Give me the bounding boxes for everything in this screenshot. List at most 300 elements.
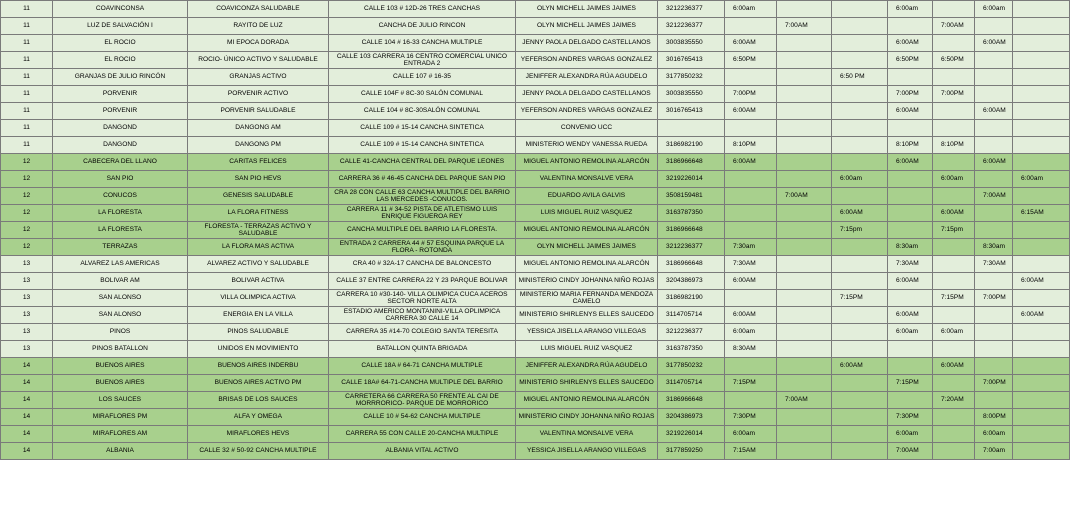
time-cell: 8:30am [888,239,933,256]
phone-cell: 3186982190 [658,290,725,307]
coach-cell: VALENTINA MONSALVE VERA [516,171,658,188]
phone-cell: 3016765413 [658,52,725,69]
address-cell: ALBANIA VITAL ACTIVO [329,443,516,460]
address-cell: ENTRADA 2 CARRERA 44 # 57 ESQUINA PARQUE LA FLORA - ROTONDA [329,239,516,256]
time-cell: 6:00AM [1013,273,1070,290]
table-row [1,392,1070,409]
comuna-cell: 11 [1,35,53,52]
barrio-cell: BOLIVAR AM [53,273,188,290]
time-cell: 6:00AM [975,35,1013,52]
time-cell: 6:00AM [888,35,933,52]
phone-cell: 3114705714 [658,375,725,392]
comuna-cell: 13 [1,324,53,341]
address-cell: CALLE 18A # 64-71 CANCHA MULTIPLE [329,358,516,375]
time-cell [975,392,1013,409]
time-cell [933,35,975,52]
phone-cell: 3114705714 [658,307,725,324]
time-cell [777,1,832,18]
time-cell [933,154,975,171]
comuna-cell: 13 [1,273,53,290]
time-cell: 6:00AM [832,205,888,222]
time-cell [725,205,777,222]
time-cell [888,290,933,307]
comuna-cell: 12 [1,239,53,256]
time-cell [777,120,832,137]
table-row [1,86,1070,103]
table-row [1,375,1070,392]
time-cell [777,171,832,188]
time-cell: 6:00AM [888,273,933,290]
group-name-cell: ALFA Y OMEGA [188,409,329,426]
time-cell [832,256,888,273]
group-name-cell: ENERGIA EN LA VILLA [188,307,329,324]
barrio-cell: ALBANIA [53,443,188,460]
address-cell: CALLE 104 # 8C-30SALÓN COMUNAL [329,103,516,120]
time-cell [975,120,1013,137]
address-cell: CRA 28 CON CALLE 63 CANCHA MULTIPLE DEL BARRIO LAS MERCEDES -CONUCOS. [329,188,516,205]
time-cell [725,188,777,205]
coach-cell: OLYN MICHELL JAIMES JAIMES [516,18,658,35]
time-cell [1013,324,1070,341]
time-cell: 7:00am [975,443,1013,460]
comuna-cell: 12 [1,171,53,188]
time-cell [777,205,832,222]
time-cell [1013,86,1070,103]
phone-cell: 3016765413 [658,103,725,120]
time-cell [832,324,888,341]
time-cell [933,375,975,392]
time-cell: 6:50PM [933,52,975,69]
time-cell [832,273,888,290]
group-name-cell: BUENOS AIRES INDERBU [188,358,329,375]
coach-cell: LUIS MIGUEL RUIZ VASQUEZ [516,205,658,222]
comuna-cell: 13 [1,341,53,358]
time-cell [888,120,933,137]
time-cell [888,18,933,35]
table-row [1,1,1070,18]
coach-cell: MINISTERIO SHIRLENYS ELLES SAUCEDO [516,375,658,392]
time-cell [832,392,888,409]
table-row [1,239,1070,256]
phone-cell: 3219226014 [658,426,725,443]
barrio-cell: DANGOND [53,120,188,137]
time-cell [888,392,933,409]
coach-cell: JENNY PAOLA DELGADO CASTELLANOS [516,35,658,52]
coach-cell: MIGUEL ANTONIO REMOLINA ALARCÓN [516,256,658,273]
barrio-cell: MIRAFLORES AM [53,426,188,443]
time-cell [832,18,888,35]
time-cell: 7:15PM [832,290,888,307]
phone-cell: 3508159481 [658,188,725,205]
time-cell [888,222,933,239]
time-cell [777,35,832,52]
address-cell: CALLE 37 ENTRE CARRERA 22 Y 23 PARQUE BOLIVAR [329,273,516,290]
time-cell: 7:15pm [933,222,975,239]
phone-cell: 3163787350 [658,341,725,358]
phone-cell: 3186966648 [658,392,725,409]
time-cell: 6:00AM [725,103,777,120]
group-name-cell: PINOS SALUDABLE [188,324,329,341]
time-cell: 7:30AM [725,256,777,273]
time-cell [975,52,1013,69]
time-cell: 8:10PM [725,137,777,154]
table-row [1,18,1070,35]
time-cell [777,426,832,443]
barrio-cell: SAN ALONSO [53,307,188,324]
barrio-cell: PINOS [53,324,188,341]
time-cell: 7:30PM [888,409,933,426]
time-cell [888,205,933,222]
time-cell [1013,222,1070,239]
phone-cell: 3212236377 [658,239,725,256]
time-cell [777,256,832,273]
time-cell [777,341,832,358]
time-cell [1013,52,1070,69]
time-cell [975,307,1013,324]
time-cell [832,426,888,443]
group-name-cell: RAYITO DE LUZ [188,18,329,35]
comuna-cell: 12 [1,154,53,171]
coach-cell: MINISTERIO CINDY JOHANNA NIÑO ROJAS [516,273,658,290]
time-cell: 6:50PM [725,52,777,69]
address-cell: CALLE 104F # 8C-30 SALÓN COMUNAL [329,86,516,103]
time-cell [1013,392,1070,409]
time-cell: 6:00AM [888,307,933,324]
barrio-cell: TERRAZAS [53,239,188,256]
barrio-cell: ALVAREZ LAS AMERICAS [53,256,188,273]
barrio-cell: GRANJAS DE JULIO RINCÓN [53,69,188,86]
phone-cell [658,120,725,137]
phone-cell: 3163787350 [658,205,725,222]
phone-cell: 3177850232 [658,69,725,86]
group-name-cell: VILLA OLIMPICA ACTIVA [188,290,329,307]
time-cell: 6:00am [888,324,933,341]
time-cell [777,307,832,324]
time-cell [832,239,888,256]
time-cell: 7:00AM [933,18,975,35]
phone-cell: 3204386973 [658,273,725,290]
time-cell [933,188,975,205]
address-cell: CALLE 103 # 12D-26 TRES CANCHAS [329,1,516,18]
time-cell [1013,426,1070,443]
time-cell: 7:00PM [933,86,975,103]
time-cell: 7:00AM [975,188,1013,205]
time-cell [832,120,888,137]
time-cell [933,239,975,256]
time-cell [832,35,888,52]
coach-cell: CONVENIO UCC [516,120,658,137]
time-cell [933,103,975,120]
coach-cell: JENNY PAOLA DELGADO CASTELLANOS [516,86,658,103]
coach-cell: YEFERSON ANDRES VARGAS GONZALEZ [516,52,658,69]
comuna-cell: 13 [1,290,53,307]
barrio-cell: BUENOS AIRES [53,375,188,392]
time-cell: 7:00PM [975,375,1013,392]
time-cell [832,409,888,426]
table-row [1,137,1070,154]
barrio-cell: LA FLORESTA [53,222,188,239]
address-cell: CALLE 109 # 15-14 CANCHA SINTETICA [329,137,516,154]
barrio-cell: COAVINCONSA [53,1,188,18]
time-cell [725,120,777,137]
time-cell [975,18,1013,35]
group-name-cell: FLORESTA - TERRAZAS ACTIVO Y SALUDABLE [188,222,329,239]
time-cell [777,86,832,103]
time-cell [975,137,1013,154]
time-cell [1013,103,1070,120]
coach-cell: MINISTERIO MARIA FERNANDA MENDOZA CAMELO [516,290,658,307]
time-cell [777,222,832,239]
time-cell [777,273,832,290]
address-cell: CARRERA 11 # 34-52 PISTA DE ATLETISMO LUIS ENRIQUE FIGUEROA REY [329,205,516,222]
time-cell [832,375,888,392]
time-cell [975,341,1013,358]
comuna-cell: 14 [1,426,53,443]
barrio-cell: LOS SAUCES [53,392,188,409]
time-cell [832,443,888,460]
group-name-cell: PORVENIR ACTIVO [188,86,329,103]
time-cell [1013,239,1070,256]
table-row [1,188,1070,205]
time-cell: 6:00AM [888,154,933,171]
table-row [1,52,1070,69]
phone-cell: 3186982190 [658,137,725,154]
time-cell [832,154,888,171]
time-cell: 6:00am [832,171,888,188]
barrio-cell: MIRAFLORES PM [53,409,188,426]
coach-cell: EDUARDO AVILA GALVIS [516,188,658,205]
time-cell [1013,154,1070,171]
time-cell [1013,256,1070,273]
coach-cell: OLYN MICHELL JAIMES JAIMES [516,1,658,18]
address-cell: ESTADIO AMERICO MONTANINI-VILLA OPLIMPICA CARRERA 30 CALLE 14 [329,307,516,324]
time-cell [975,205,1013,222]
address-cell: CRA 40 # 32A-17 CANCHA DE BALONCESTO [329,256,516,273]
time-cell [725,171,777,188]
time-cell [975,324,1013,341]
phone-cell: 3177850232 [658,358,725,375]
comuna-cell: 11 [1,120,53,137]
time-cell [933,307,975,324]
table-row [1,443,1070,460]
time-cell: 7:00PM [725,86,777,103]
barrio-cell: EL ROCIO [53,35,188,52]
time-cell [975,86,1013,103]
group-name-cell: LA FLORA MAS ACTIVA [188,239,329,256]
time-cell: 7:00AM [777,18,832,35]
comuna-cell: 14 [1,443,53,460]
comuna-cell: 14 [1,358,53,375]
time-cell [933,443,975,460]
time-cell [725,69,777,86]
time-cell [1013,341,1070,358]
comuna-cell: 11 [1,103,53,120]
time-cell: 8:30am [975,239,1013,256]
group-name-cell: BRISAS DE LOS SAUCES [188,392,329,409]
time-cell: 6:00am [1013,171,1070,188]
time-cell: 6:00AM [832,358,888,375]
comuna-cell: 12 [1,188,53,205]
address-cell: CANCHA MULTIPLE DEL BARRIO LA FLORESTA. [329,222,516,239]
coach-cell: VALENTINA MONSALVE VERA [516,426,658,443]
phone-cell: 3003835550 [658,86,725,103]
time-cell: 7:00PM [888,86,933,103]
table-row [1,358,1070,375]
group-name-cell: ALVAREZ ACTIVO Y SALUDABLE [188,256,329,273]
time-cell: 8:30AM [725,341,777,358]
time-cell: 8:10PM [888,137,933,154]
time-cell [1013,35,1070,52]
time-cell [1013,69,1070,86]
time-cell [1013,137,1070,154]
time-cell [832,1,888,18]
comuna-cell: 11 [1,52,53,69]
phone-cell: 3204386973 [658,409,725,426]
table-row [1,154,1070,171]
group-name-cell: MI EPOCA DORADA [188,35,329,52]
time-cell [832,341,888,358]
group-name-cell: UNIDOS EN MOVIMIENTO [188,341,329,358]
phone-cell: 3212236377 [658,1,725,18]
comuna-cell: 11 [1,86,53,103]
address-cell: CALLE 103 CARRERA 16 CENTRO COMERCIAL UNICO ENTRADA 2 [329,52,516,69]
time-cell [725,222,777,239]
address-cell: CALLE 107 # 16-35 [329,69,516,86]
group-name-cell: GRANJAS ACTIVO [188,69,329,86]
time-cell: 7:30PM [725,409,777,426]
group-name-cell: DANGONG AM [188,120,329,137]
time-cell: 6:00AM [975,103,1013,120]
coach-cell: JENIFFER ALEXANDRA RÚA AGUDELO [516,358,658,375]
time-cell: 6:00AM [1013,307,1070,324]
coach-cell: OLYN MICHELL JAIMES JAIMES [516,239,658,256]
time-cell [975,69,1013,86]
time-cell: 7:15AM [725,443,777,460]
table-row [1,120,1070,137]
address-cell: CARRERA 36 # 46-45 CANCHA DEL PARQUE SAN PIO [329,171,516,188]
table-row [1,290,1070,307]
barrio-cell: LUZ DE SALVACIÓN I [53,18,188,35]
coach-cell: YESSICA JISELLA ARANGO VILLEGAS [516,443,658,460]
time-cell [777,324,832,341]
table-row [1,171,1070,188]
table-row [1,222,1070,239]
coach-cell: YESSICA JISELLA ARANGO VILLEGAS [516,324,658,341]
group-name-cell: MIRAFLORES HEVS [188,426,329,443]
address-cell: CALLE 18A# 64-71-CANCHA MULTIPLE DEL BARRIO [329,375,516,392]
time-cell [832,307,888,324]
group-name-cell: LA FLORA FITNESS [188,205,329,222]
time-cell: 6:00am [725,324,777,341]
time-cell [832,137,888,154]
barrio-cell: PINOS BATALLON [53,341,188,358]
address-cell: CANCHA DE JULIO RINCON [329,18,516,35]
time-cell: 7:30AM [975,256,1013,273]
time-cell [1013,358,1070,375]
time-cell: 6:00am [725,1,777,18]
comuna-cell: 14 [1,409,53,426]
barrio-cell: CONUCOS [53,188,188,205]
time-cell: 7:15PM [888,375,933,392]
time-cell: 8:10PM [933,137,975,154]
time-cell: 7:20AM [933,392,975,409]
time-cell: 6:50 PM [832,69,888,86]
comuna-cell: 13 [1,307,53,324]
table-row [1,426,1070,443]
barrio-cell: SAN ALONSO [53,290,188,307]
time-cell: 6:00am [933,171,975,188]
time-cell: 6:00AM [725,154,777,171]
time-cell: 7:00AM [777,392,832,409]
time-cell [725,18,777,35]
coach-cell: LUIS MIGUEL RUIZ VASQUEZ [516,341,658,358]
address-cell: CARRERA 35 #14-70 COLEGIO SANTA TERESITA [329,324,516,341]
address-cell: CARRERA 55 CON CALLE 20-CANCHA MULTIPLE [329,426,516,443]
comuna-cell: 11 [1,69,53,86]
time-cell: 6:00am [725,426,777,443]
time-cell [777,290,832,307]
time-cell: 6:00am [933,324,975,341]
group-name-cell: ROCIO- ÚNICO ACTIVO Y SALUDABLE [188,52,329,69]
address-cell: CARRETERA 66 CARRERA 50 FRENTE AL CAI DE MORRRORICO- PARQUE DE MORRORICO [329,392,516,409]
time-cell [975,273,1013,290]
time-cell [1013,188,1070,205]
table-row [1,205,1070,222]
time-cell [933,341,975,358]
coach-cell: MIGUEL ANTONIO REMOLINA ALARCÓN [516,154,658,171]
phone-cell: 3219226014 [658,171,725,188]
time-cell [777,409,832,426]
time-cell: 7:00AM [777,188,832,205]
time-cell [975,222,1013,239]
time-cell [832,103,888,120]
phone-cell: 3186966648 [658,222,725,239]
time-cell [933,426,975,443]
time-cell: 6:00am [975,426,1013,443]
group-name-cell: CALLE 32 # 50-92 CANCHA MULTIPLE [188,443,329,460]
group-name-cell: COAVICONZA SALUDABLE [188,1,329,18]
address-cell: CALLE 109 # 15-14 CANCHA SINTETICA [329,120,516,137]
time-cell [725,290,777,307]
time-cell [832,86,888,103]
time-cell: 6:15AM [1013,205,1070,222]
time-cell: 6:50PM [888,52,933,69]
time-cell: 6:00am [975,1,1013,18]
coach-cell: MINISTERIO CINDY JOHANNA NIÑO ROJAS [516,409,658,426]
group-name-cell: BOLIVAR ACTIVA [188,273,329,290]
barrio-cell: SAN PIO [53,171,188,188]
comuna-cell: 11 [1,18,53,35]
time-cell [777,69,832,86]
time-cell: 7:00PM [975,290,1013,307]
table-row [1,409,1070,426]
comuna-cell: 11 [1,137,53,154]
time-cell [1013,120,1070,137]
comuna-cell: 13 [1,256,53,273]
time-cell [777,239,832,256]
time-cell [832,52,888,69]
barrio-cell: EL ROCIO [53,52,188,69]
time-cell [1013,409,1070,426]
table-body [1,1,1070,460]
phone-cell: 3212236377 [658,324,725,341]
table-row [1,69,1070,86]
time-cell: 6:00AM [725,273,777,290]
address-cell: CALLE 41-CANCHA CENTRAL DEL PARQUE LEONES [329,154,516,171]
time-cell [725,358,777,375]
table-row [1,324,1070,341]
phone-cell: 3186966648 [658,256,725,273]
